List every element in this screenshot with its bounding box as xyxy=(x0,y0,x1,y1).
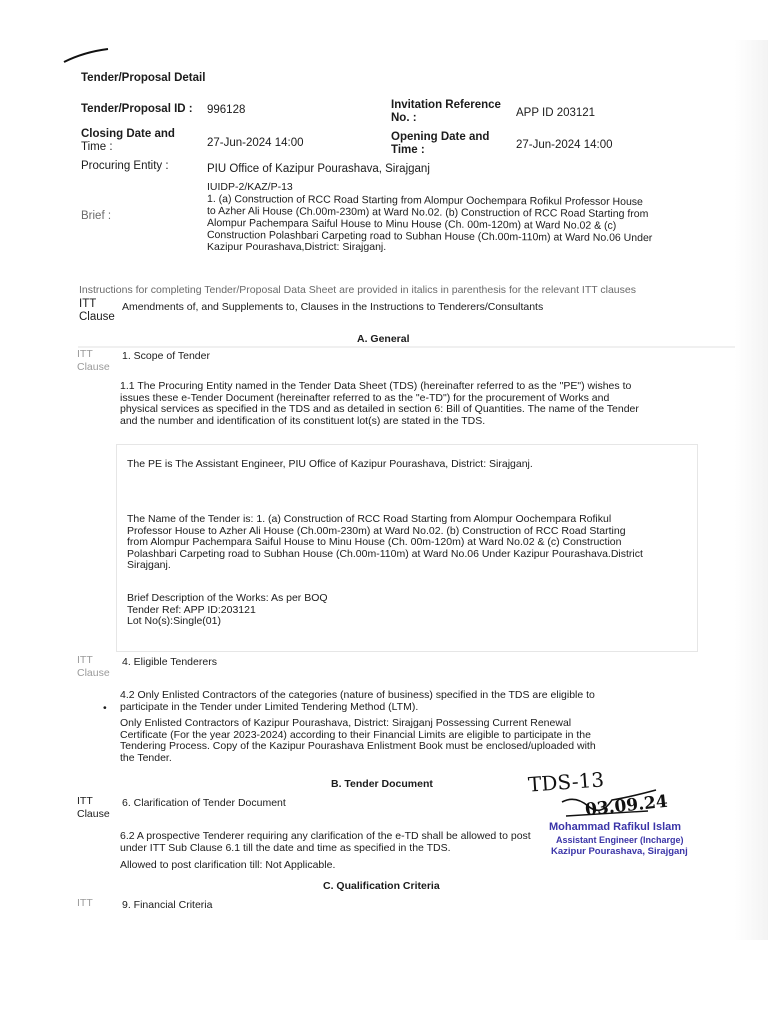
para-line: participate in the Tender under Limited Tendering Method (LTM). xyxy=(120,700,419,713)
para-line: under ITT Sub Clause 6.1 till the date and time as specified in the TDS. xyxy=(120,841,451,854)
invitation-ref-label: Invitation Reference xyxy=(391,99,501,111)
clause-eligible-tenderers: 4. Eligible Tenderers xyxy=(122,656,217,668)
brief-label: Brief : xyxy=(81,210,112,222)
lot-number: Lot No(s):Single(01) xyxy=(127,615,221,628)
section-general: A. General xyxy=(357,333,410,345)
clause-label: Clause xyxy=(77,808,110,820)
eligible-paragraph-2 xyxy=(120,718,596,764)
closing-date-value: 27-Jun-2024 14:00 xyxy=(207,137,304,149)
clause-financial-criteria: 9. Financial Criteria xyxy=(122,899,213,911)
para-line: Tendering Process. Copy of the Kazipur Pourashava Enlistment Book must be enclosed/uploaded with xyxy=(120,740,596,753)
para-line: Certificate (For the year 2023-2024) according to their Financial Limits are eligible to participate in the xyxy=(120,728,591,741)
brief-description: Brief Description of the Works: As per BOQ xyxy=(127,592,328,604)
section-qualification: C. Qualification Criteria xyxy=(323,880,440,892)
para-line: Only Enlisted Contractors of Kazipur Pourashava, District: Sirajganj Possessing Current Renewal xyxy=(120,717,572,729)
handwritten-date: 03.09.24 xyxy=(584,791,669,821)
pe-text: The PE is The Assistant Engineer, PIU Office of Kazipur Pourashava, District: Sirajganj. xyxy=(127,458,533,470)
brief-text xyxy=(207,181,652,253)
para-line: 4.2 Only Enlisted Contractors of the categories (nature of business) specified in the TDS are eligible to xyxy=(120,689,595,701)
invitation-ref-label-no: No. : xyxy=(391,112,417,124)
clause-label: Clause xyxy=(79,311,115,323)
opening-date-value: 27-Jun-2024 14:00 xyxy=(516,139,613,151)
opening-time-label: Time : xyxy=(391,144,425,156)
brief-line: Alompur Pachempara Saiful House to Minu House (Ch. 00m-120m) at Ward No.02 & (c) xyxy=(206,217,617,232)
tender-id-value: 996128 xyxy=(207,104,246,116)
itt-label: ITT xyxy=(77,795,93,807)
para-line: The Name of the Tender is: 1. (a) Construction of RCC Road Starting from Alompur Oochempara Rofikul xyxy=(127,513,612,525)
stamp-office: Kazipur Pourashava, Sirajganj xyxy=(551,846,688,857)
handwritten-tds-number: TDS-13 xyxy=(527,767,605,797)
para-line: Professor House to Azher Ali House (Ch.00m-230m) at Ward No.02. (b) Construction of RCC Road Starting xyxy=(127,524,626,537)
brief-line: Kazipur Pourashava,District: Sirajganj. xyxy=(207,241,387,253)
clause-label: Clause xyxy=(77,361,110,373)
closing-date-label: Closing Date and xyxy=(81,128,175,140)
document-title: Tender/Proposal Detail xyxy=(81,72,206,84)
para-line: the Tender. xyxy=(120,751,172,764)
procuring-entity-label: Procuring Entity : xyxy=(81,160,169,172)
brief-line: 1. (a) Construction of RCC Road Starting from Alompur Oochempara Rofikul Professor House xyxy=(206,193,643,209)
eligible-paragraph xyxy=(120,690,595,713)
brief-line: Construction Polashbari Carpeting road to Subhan House (Ch.00m-110m) at Ward No.06 Under xyxy=(206,229,653,245)
clause-clarification: 6. Clarification of Tender Document xyxy=(122,797,286,809)
procuring-entity-value: PIU Office of Kazipur Pourashava, Sirajganj xyxy=(207,163,430,175)
itt-label: ITT xyxy=(77,654,93,666)
brief-line: IUIDP-2/KAZ/P-13 xyxy=(207,181,293,193)
para-line: and the number and identification of its constituent lot(s) are stated in the TDS. xyxy=(120,414,486,427)
itt-label: ITT xyxy=(77,348,93,360)
opening-date-label: Opening Date and xyxy=(391,131,490,143)
tender-name-block xyxy=(127,514,643,572)
para-line: physical services as specified in the TDS and as detailed in section 6: Bill of Quantities. The name of the Tender xyxy=(120,403,639,416)
para-line: issues these e-Tender Document (hereinafter referred to as the "e-TD") for the procurement of Works and xyxy=(120,391,610,404)
instructions-note: Instructions for completing Tender/Proposal Data Sheet are provided in italics in parenthesis for the relevant ITT clauses xyxy=(79,284,636,296)
itt-label: ITT xyxy=(79,298,97,310)
clarification-paragraph xyxy=(120,831,531,854)
brief-line: to Azher Ali House (Ch.00m-230m) at Ward No.02. (b) Construction of RCC Road Starting from xyxy=(206,205,649,221)
clarification-allowed: Allowed to post clarification till: Not Applicable. xyxy=(120,859,336,871)
section-tender-document: B. Tender Document xyxy=(331,778,433,790)
closing-time-label: Time : xyxy=(81,141,113,153)
scope-paragraph xyxy=(120,381,639,427)
corner-pen-stroke xyxy=(64,49,108,62)
clause-scope-of-tender: 1. Scope of Tender xyxy=(122,350,210,362)
tender-ref: Tender Ref: APP ID:203121 xyxy=(127,603,256,616)
para-line: 6.2 A prospective Tenderer requiring any clarification of the e-TD shall be allowed to post xyxy=(120,830,531,842)
amendments-heading: Amendments of, and Supplements to, Clauses in the Instructions to Tenderers/Consultants xyxy=(122,301,544,313)
stamp-name: Mohammad Rafikul Islam xyxy=(549,821,682,833)
clause-label: Clause xyxy=(77,667,110,679)
para-line: Sirajganj. xyxy=(127,559,171,572)
tender-id-label: Tender/Proposal ID : xyxy=(81,103,193,115)
para-line: from Alompur Pachempara Saiful House to Minu House (Ch. 00m-120m) at Ward No.02 & (c) Construction xyxy=(127,536,622,549)
itt-label: ITT xyxy=(77,897,93,909)
invitation-ref-value: APP ID 203121 xyxy=(516,107,596,119)
brief-description-block xyxy=(127,593,328,628)
stamp-title: Assistant Engineer (Incharge) xyxy=(556,835,684,845)
para-line: 1.1 The Procuring Entity named in the Tender Data Sheet (TDS) (hereinafter referred to as the "PE") wishes to xyxy=(120,380,632,392)
para-line: Polashbari Carpeting road to Subhan House (Ch.00m-110m) at Ward No.06 Under Kazipur Pourashava.District xyxy=(127,547,643,560)
bullet-dot: • xyxy=(103,702,107,714)
